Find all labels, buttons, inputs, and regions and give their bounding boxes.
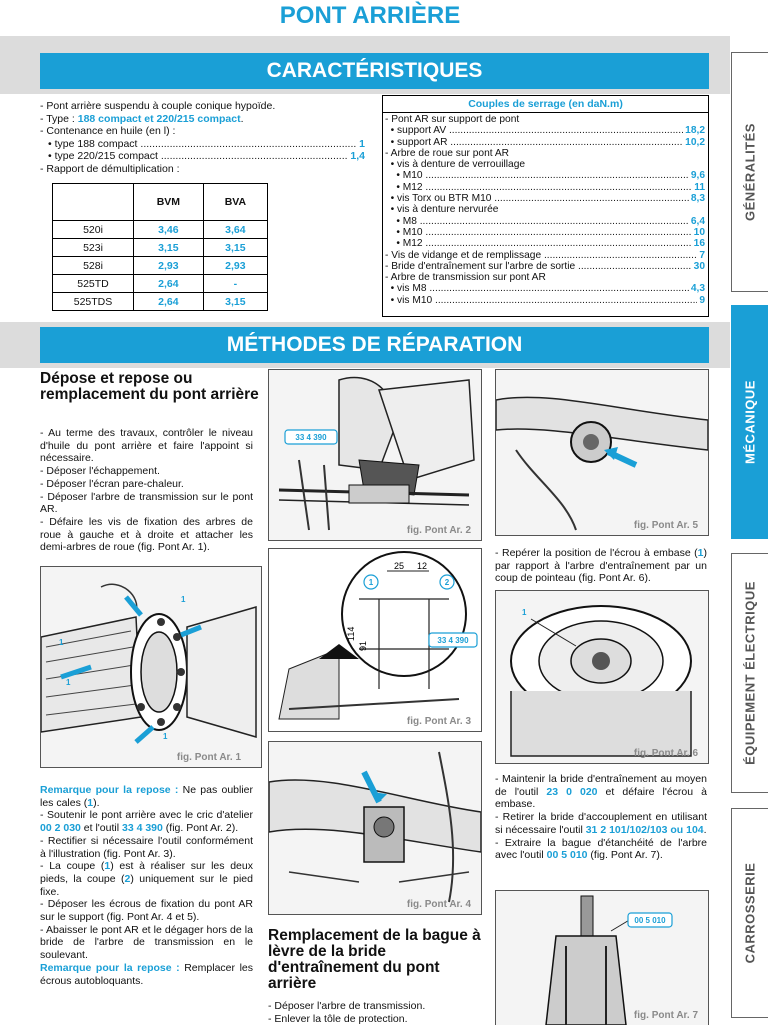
torque-label: - Pont AR sur support de pont [385, 114, 520, 125]
torque-row [385, 283, 705, 294]
step-b4: - Déposer les écrous de fixation du pont AR sur le support (fig. Pont Ar. 4 et 5). [40, 898, 253, 924]
figure-2 [268, 369, 482, 541]
torque-label: • vis à denture de verrouillage [385, 159, 526, 171]
col3-p4: - Extraire la bague d'étanchéité de l'arbre avec l'outil 00 5 010 (fig. Pont Ar. 7). [495, 836, 707, 862]
torque-list [383, 114, 708, 306]
torque-row [385, 182, 705, 193]
fig1-callout-3: 1 [66, 678, 71, 687]
step-a5: - Défaire les vis de fixation des arbres de roue à gauche et à droite et attacher les demi-arbres de roue (fig. Pont Ar. 1). [40, 515, 253, 554]
torque-label: - Arbre de transmission sur pont AR [385, 272, 546, 284]
fig1-callout-1: 1 [181, 595, 186, 604]
figure-1 [40, 566, 262, 768]
support-nut-illustration [269, 742, 481, 914]
rear-mount-illustration [496, 370, 708, 535]
jack-support-illustration [269, 370, 481, 540]
step-b1: - Soutenir le pont arrière avec le cric d'atelier 00 2 030 et l'outil 33 4 390 (fig. Pont Ar. 2). [40, 809, 253, 835]
methods-banner: MÉTHODES DE RÉPARATION [40, 327, 709, 363]
steps-c [268, 1000, 483, 1025]
fig1-callout-2: 1 [59, 638, 64, 647]
torque-row [385, 238, 705, 249]
torque-value: 6,4 [690, 215, 705, 227]
torque-value: 18,2 [685, 125, 705, 137]
driveshaft-flange-illustration [41, 567, 261, 767]
torque-label: • vis M8 ..... [385, 283, 689, 294]
section1-title: Dépose et repose ou remplacement du pont arrière [40, 370, 259, 403]
torque-value: 8,3 [690, 193, 705, 205]
torque-value: 9,6 [690, 170, 705, 182]
torque-row [385, 148, 705, 159]
table-row: 523i 3,15 3,15 [53, 239, 268, 257]
fig2-caption: fig. Pont Ar. 2 [406, 525, 471, 536]
torque-row [385, 261, 705, 272]
remark-1: Remarque pour la repose : Ne pas oublier les cales (1). [40, 784, 253, 809]
step-b5: - Abaisser le pont AR et le dégager hors de la bride de l'arbre de transmission en le soulevant. [40, 923, 253, 962]
fig5-caption: fig. Pont Ar. 5 [633, 520, 698, 531]
specs-line1: - Pont arrière suspendu à couple conique hypoïde. [40, 100, 276, 112]
torque-label: • M8 ..... [385, 216, 689, 227]
step-a2: - Déposer l'échappement. [40, 465, 160, 478]
torque-row [385, 295, 705, 306]
torque-value: 16 [693, 238, 705, 250]
page-title: PONT ARRIÈRE [279, 2, 461, 29]
torque-row [385, 159, 705, 170]
torque-label: - Bride d'entraînement sur l'arbre de sortie ..... [385, 261, 692, 272]
step-b3: - La coupe (1) est à réaliser sur les deux pieds, la coupe (2) uniquement sur le pied fixe. [40, 860, 253, 898]
tab-equipement-electrique[interactable]: ÉQUIPEMENT ÉLECTRIQUE [731, 553, 768, 793]
figure-3 [268, 548, 482, 732]
torque-label: • M10 ..... [385, 227, 692, 238]
step-a1: - Au terme des travaux, contrôler le niveau d'huile du pont arrière et faire l'appoint si nécessaire. [40, 427, 253, 465]
torque-row [385, 272, 705, 283]
tab-generalites[interactable]: GÉNÉRALITÉS [731, 52, 768, 292]
fig1-caption: fig. Pont Ar. 1 [176, 752, 241, 763]
specs-block [40, 100, 365, 176]
torque-label: • support AV ..... [385, 125, 683, 136]
torque-label: - Arbre de roue sur pont AR [385, 147, 510, 159]
torque-row [385, 125, 705, 136]
table-row: 525TDS 2,64 3,15 [53, 293, 268, 311]
torque-title: Couples de serrage (en daN.m) [468, 98, 623, 110]
torque-label: • M12 ..... [385, 238, 692, 249]
torque-label: • M10 ..... [385, 170, 689, 181]
torque-label: • vis Torx ou BTR M10 ..... [385, 193, 689, 204]
seal-puller-illustration [496, 891, 708, 1025]
ratio-table [52, 183, 268, 311]
torque-row [385, 137, 705, 148]
step-a4: - Déposer l'arbre de transmission sur le pont AR. [40, 490, 253, 516]
torque-value: 10,2 [685, 136, 705, 148]
fig3-dim-91: 91 [358, 640, 368, 651]
oil-row-2: • type 220/215 compact ..... 1,4 [40, 150, 365, 163]
section2-title: Remplacement de la bague à lèvre de la bride d'entraînement du pont arrière [268, 927, 481, 992]
fig3-callout-1: 1 [368, 578, 374, 587]
fig7-caption: fig. Pont Ar. 7 [633, 1010, 698, 1021]
torque-row [385, 227, 705, 238]
torque-label: • vis M10 ..... [385, 295, 697, 306]
fig3-caption: fig. Pont Ar. 3 [406, 716, 471, 727]
step-a3: - Déposer l'écran pare-chaleur. [40, 477, 184, 490]
torque-value: 7 [699, 249, 705, 261]
torque-row [385, 216, 705, 227]
col3-p3: - Retirer la bride d'accouplement en utilisant si nécessaire l'outil 31 2 101/102/103 ou 104. [495, 811, 707, 836]
drive-flange-nut-illustration [496, 591, 708, 763]
fig1-callout-4: 1 [163, 732, 168, 741]
torque-row [385, 204, 705, 215]
oil-row-1: • type 188 compact ..... 1 [40, 138, 365, 151]
torque-box [382, 95, 709, 317]
fig2-tool-label: 33 4 390 [295, 433, 327, 442]
table-row: 528i 2,93 2,93 [53, 257, 268, 275]
fig4-caption: fig. Pont Ar. 4 [406, 899, 471, 910]
torque-value: 10 [693, 226, 705, 238]
specs-contenance: - Contenance en huile (en l) : [40, 125, 176, 138]
table-row: 525TD 2,64 - [53, 275, 268, 293]
torque-row [385, 170, 705, 181]
torque-label: • support AR ..... [385, 137, 683, 148]
steps-b [40, 784, 253, 987]
fig6-caption: fig. Pont Ar. 6 [633, 748, 698, 759]
fig3-dim-12: 12 [417, 561, 428, 571]
torque-label: • vis à denture nervurée [385, 204, 499, 216]
table-row: 520i 3,46 3,64 [53, 221, 268, 239]
torque-row [385, 193, 705, 204]
specs-rapport: - Rapport de démultiplication : [40, 162, 180, 175]
torque-value: 30 [693, 260, 705, 272]
torque-row [385, 114, 705, 125]
ratio-header: BVM BVA [53, 184, 268, 221]
torque-row [385, 250, 705, 261]
figure-7 [495, 890, 709, 1025]
steps-a [40, 427, 253, 554]
torque-value: 11 [694, 181, 705, 193]
torque-value: 4,3 [690, 283, 705, 295]
fig3-tool-label: 33 4 390 [437, 636, 469, 645]
tool-modification-illustration [269, 549, 481, 731]
step-c2: - Enlever la tôle de protection. [268, 1012, 408, 1025]
fig3-dim-25: 25 [394, 561, 405, 571]
tab-mecanique[interactable]: MÉCANIQUE [731, 305, 768, 539]
fig6-callout: 1 [522, 608, 527, 617]
torque-label: • M12 ..... [385, 182, 692, 193]
col3-p1: - Repérer la position de l'écrou à embase (1) par rapport à l'arbre d'entraînement par un coup de pointeau (fig. Pont Ar. 6). [495, 547, 707, 585]
torque-value: 9 [699, 294, 705, 306]
fig3-dim-114: 114 [346, 626, 356, 641]
step-b2: - Rectifier si nécessaire l'outil conformément à l'illustration (fig. Pont Ar. 3). [40, 834, 253, 860]
fig7-tool-label: 00 5 010 [634, 916, 666, 925]
specs-type: - Type : 188 compact et 220/215 compact. [40, 112, 244, 125]
figure-5 [495, 369, 709, 536]
col3-steps [495, 773, 707, 862]
step-c1: - Déposer l'arbre de transmission. [268, 1000, 426, 1012]
tab-carrosserie[interactable]: CARROSSERIE [731, 808, 768, 1018]
col3-p2: - Maintenir la bride d'entraînement au moyen de l'outil 23 0 020 et défaire l'écrou à embase. [495, 773, 707, 811]
fig3-callout-2: 2 [444, 578, 450, 587]
figure-6 [495, 590, 709, 764]
figure-4 [268, 741, 482, 915]
torque-label: - Vis de vidange et de remplissage ..... [385, 250, 697, 261]
remark-2: Remarque pour la repose : Remplacer les écrous autobloquants. [40, 961, 253, 987]
specs-banner: CARACTÉRISTIQUES [40, 53, 709, 89]
